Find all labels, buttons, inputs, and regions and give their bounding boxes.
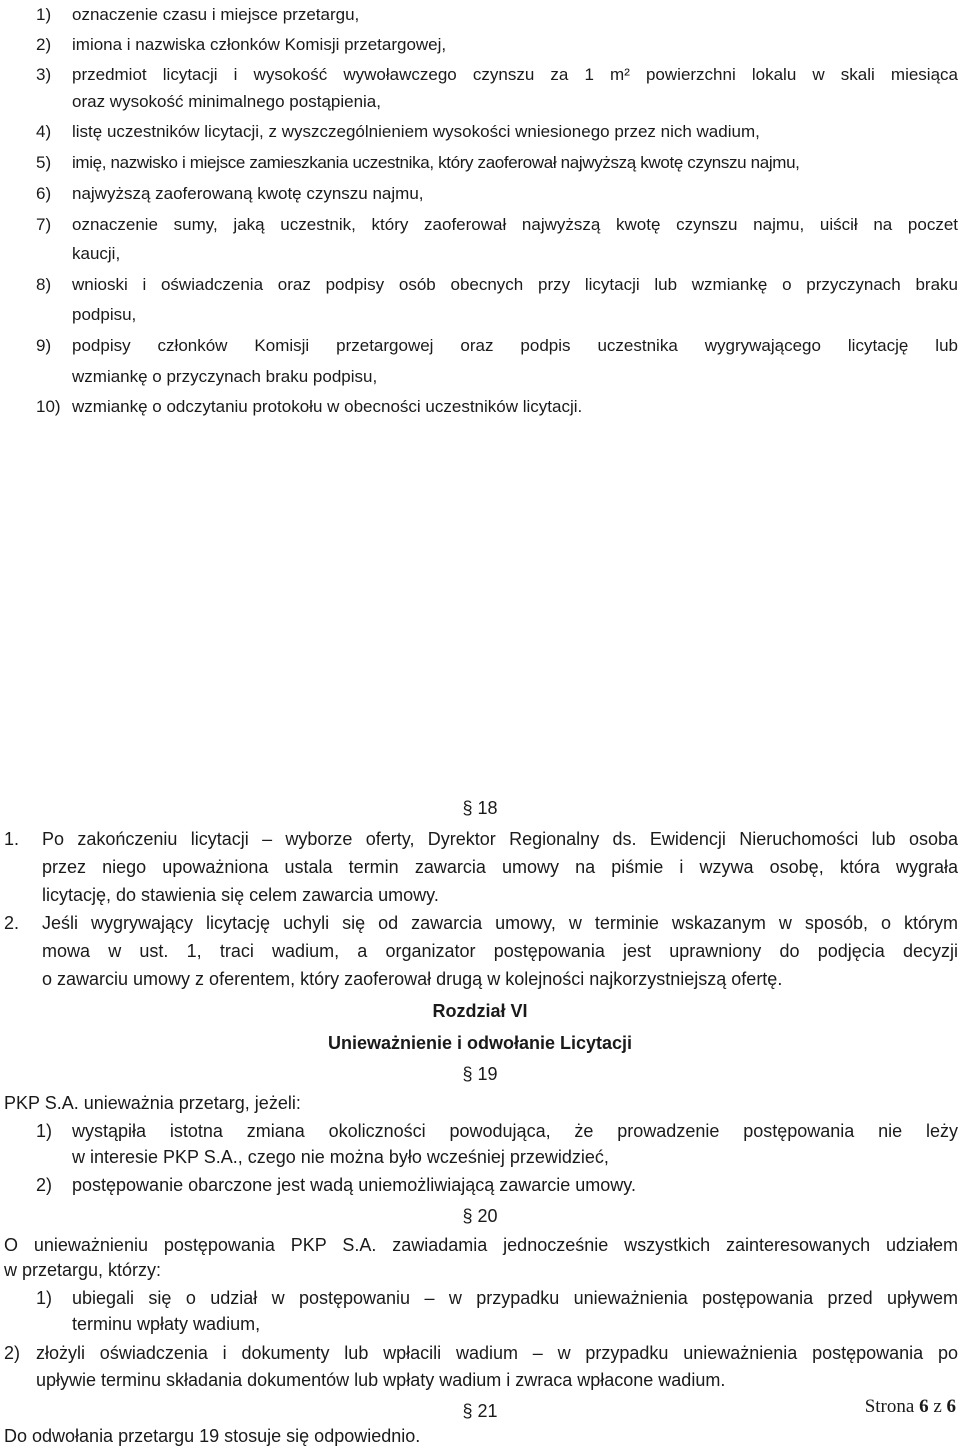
list-item-number: 6) — [36, 184, 52, 203]
paragraph-number: 1. — [4, 829, 20, 850]
list-item-number: 3) — [36, 65, 52, 84]
chapter-title: Rozdział VI — [432, 1001, 528, 1022]
list-item-number: 9) — [36, 336, 52, 355]
list-item-text: listę uczestników licytacji, z wyszczególnieniem wysokości wniesionego przez nich wadium, — [72, 122, 760, 141]
list-item-number: 2) — [4, 1342, 21, 1363]
paragraph-intro: w przetargu, którzy: — [4, 1259, 162, 1280]
paragraph-text: licytację, do stawienia się celem zawarcia umowy. — [42, 884, 439, 905]
section-heading-21: § 21 — [462, 1400, 498, 1421]
list-item-number: 5) — [36, 153, 52, 172]
list-item-number: 8) — [36, 275, 52, 294]
list-item-number: 1) — [36, 1121, 53, 1142]
paragraph-text: Jeśli wygrywający licytację uchyli się od zawarcia umowy, w terminie wskazanym w sposób, o którym — [42, 912, 958, 933]
list-item-text: najwyższą zaoferowaną kwotę czynszu najmu, — [72, 184, 424, 203]
list-item-text: wnioski i oświadczenia oraz podpisy osób obecnych przy licytacji lub wzmiankę o przyczynach braku — [72, 275, 958, 294]
list-item-text: przedmiot licytacji i wysokość wywoławczego czynszu za 1 m² powierzchni lokalu w skali miesiąca — [72, 65, 958, 84]
list-item-text: podpisu, — [72, 305, 137, 324]
footer-separator: z — [933, 1396, 942, 1417]
list-item-number: 2) — [36, 35, 52, 54]
list-item-text: kaucji, — [72, 244, 121, 263]
paragraph-text: Do odwołania przetargu 19 stosuje się odpowiednio. — [4, 1425, 421, 1446]
list-item-text: wystąpiła istotna zmiana okoliczności powodująca, że prowadzenie postępowania nie leży — [72, 1121, 958, 1142]
list-item-number: 2) — [36, 1175, 53, 1195]
list-item-text: w interesie PKP S.A., czego nie można było wcześniej przewidzieć, — [72, 1147, 609, 1168]
list-item-text: postępowanie obarczone jest wadą uniemożliwiającą zawarcie umowy. — [72, 1175, 636, 1195]
list-item-text: podpisy członków Komisji przetargowej oraz podpis uczestnika wygrywającego licytację lub — [72, 336, 958, 355]
list-item-number: 10) — [36, 397, 61, 416]
list-item-number: 1) — [36, 5, 52, 24]
paragraph-text: o zawarciu umowy z oferentem, który zaoferował drugą w kolejności najkorzystniejszą ofertę. — [42, 968, 783, 989]
paragraph-number: 2. — [4, 912, 20, 933]
footer-page-total: 6 — [946, 1396, 956, 1417]
chapter-subtitle: Unieważnienie i odwołanie Licytacji — [327, 1032, 633, 1053]
list-item-text: złożyli oświadczenia i dokumenty lub wpłacili wadium – w przypadku unieważnienia postępowania po — [36, 1342, 958, 1363]
list-item-text: terminu wpłaty wadium, — [72, 1313, 261, 1334]
footer-label: Strona — [864, 1396, 915, 1417]
list-item-text: oraz wysokość minimalnego postąpienia, — [72, 92, 381, 111]
list-item-number: 7) — [36, 215, 52, 234]
section-heading-20: § 20 — [462, 1205, 498, 1226]
list-item-number: 4) — [36, 122, 52, 141]
footer-page-number: 6 — [919, 1396, 929, 1417]
section-heading-18: § 18 — [462, 797, 498, 818]
paragraph-intro: PKP S.A. unieważnia przetarg, jeżeli: — [4, 1093, 301, 1114]
list-item-text: imię, nazwisko i miejsce zamieszkania uczestnika, który zaoferował najwyższą kwotę czynszu najmu, — [72, 153, 800, 172]
list-item-text: imiona i nazwiska członków Komisji przetargowej, — [72, 35, 447, 54]
paragraph-text: przez niego upoważniona ustala termin zawarcia umowy na piśmie i wzywa osobę, która wygrała — [42, 857, 958, 877]
list-item-number: 1) — [36, 1287, 53, 1308]
list-item-text: ubiegali się o udział w postępowaniu – w przypadku unieważnienia postępowania przed upływem — [72, 1287, 958, 1308]
paragraph-text: Po zakończeniu licytacji – wyborze oferty, Dyrektor Regionalny ds. Ewidencji Nieruchomości lub osoba — [42, 829, 958, 850]
list-item-text: upływie terminu składania dokumentów lub wpłaty wadium i zwraca wpłacone wadium. — [36, 1369, 726, 1390]
list-item-text: oznaczenie sumy, jaką uczestnik, który zaoferował najwyższą kwotę czynszu najmu, uiścił na poczet — [72, 215, 958, 234]
paragraph-intro: O unieważnieniu postępowania PKP S.A. zawiadamia jednocześnie wszystkich zainteresowanych udziałem — [4, 1234, 958, 1255]
list-item-text: wzmiankę o przyczynach braku podpisu, — [72, 367, 378, 386]
list-item-text: oznaczenie czasu i miejsce przetargu, — [72, 5, 360, 24]
section-heading-19: § 19 — [462, 1063, 498, 1084]
list-item-text: wzmiankę o odczytaniu protokołu w obecności uczestników licytacji. — [72, 397, 583, 416]
paragraph-text: mowa w ust. 1, traci wadium, a organizator postępowania jest uprawniony do podjęcia decyzji — [42, 940, 958, 961]
